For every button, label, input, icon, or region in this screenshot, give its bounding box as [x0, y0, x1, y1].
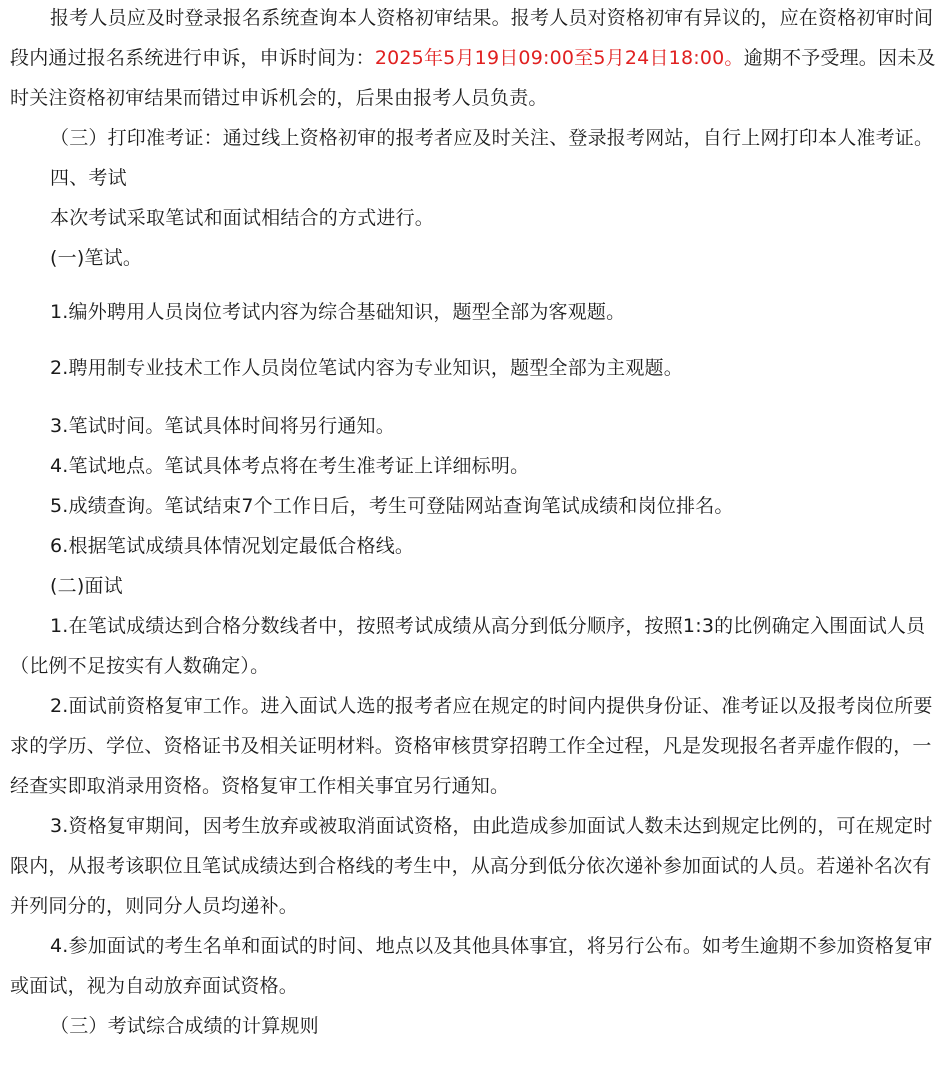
appeal-text-after: 逾期不予受理。因未及时关注资格初审结果而错过申诉机会的，后果由报考人员负责。	[10, 47, 936, 109]
interview-item-2: 2.面试前资格复审工作。进入面试人选的报考者应在规定的时间内提供身份证、准考证以及报考岗位所要求的学历、学位、资格证书及相关证明材料。资格审核贯穿招聘工作全过程，凡是发现报名者弄虚作假的，一经查实即取消录用资格。资格复审工作相关事宜另行通知。	[10, 695, 933, 797]
paragraph-print-admission-ticket: （三）打印准考证：通过线上资格初审的报考者应及时关注、登录报考网站，自行上网打印本人准考证。	[50, 127, 934, 149]
section-heading-exam: 四、考试	[50, 167, 127, 189]
written-exam-item-1: 1.编外聘用人员岗位考试内容为综合基础知识，题型全部为客观题。	[50, 301, 626, 323]
written-exam-item-3: 3.笔试时间。笔试具体时间将另行通知。	[50, 415, 395, 437]
paragraph-exam-method: 本次考试采取笔试和面试相结合的方式进行。	[50, 207, 435, 229]
written-exam-item-6: 6.根据笔试成绩具体情况划定最低合格线。	[50, 535, 415, 557]
interview-item-1: 1.在笔试成绩达到合格分数线者中，按照考试成绩从高分到低分顺序，按照1:3的比例确定入围面试人员（比例不足按实有人数确定）。	[10, 615, 926, 677]
appeal-text-before: 报考人员应及时登录报名系统查询本人资格初审结果。报考人员对资格初审有异议的，应在资格初审时间段内通过报名系统进行申诉，申诉时间为：	[10, 7, 934, 69]
written-exam-item-2: 2.聘用制专业技术工作人员岗位笔试内容为专业知识，题型全部为主观题。	[50, 357, 683, 379]
paragraph-appeal-notice	[10, 0, 936, 118]
subheading-score-calculation: （三）考试综合成绩的计算规则	[50, 1015, 319, 1037]
subheading-written-exam: (一)笔试。	[50, 247, 143, 269]
written-exam-item-5: 5.成绩查询。笔试结束7个工作日后，考生可登陆网站查询笔试成绩和岗位排名。	[50, 495, 734, 517]
interview-item-4: 4.参加面试的考生名单和面试的时间、地点以及其他具体事宜，将另行公布。如考生逾期不参加资格复审或面试，视为自动放弃面试资格。	[10, 935, 933, 997]
interview-item-3: 3.资格复审期间，因考生放弃或被取消面试资格，由此造成参加面试人数未达到规定比例的，可在规定时限内，从报考该职位且笔试成绩达到合格线的考生中，从高分到低分依次递补参加面试的人员。若递补名次有并列同分的，则同分人员均递补。	[10, 815, 933, 917]
subheading-interview: (二)面试	[50, 575, 123, 597]
written-exam-item-4: 4.笔试地点。笔试具体考点将在考生准考证上详细标明。	[50, 455, 530, 477]
appeal-time-highlight: 2025年5月19日09:00至5月24日18:00。	[374, 47, 744, 69]
